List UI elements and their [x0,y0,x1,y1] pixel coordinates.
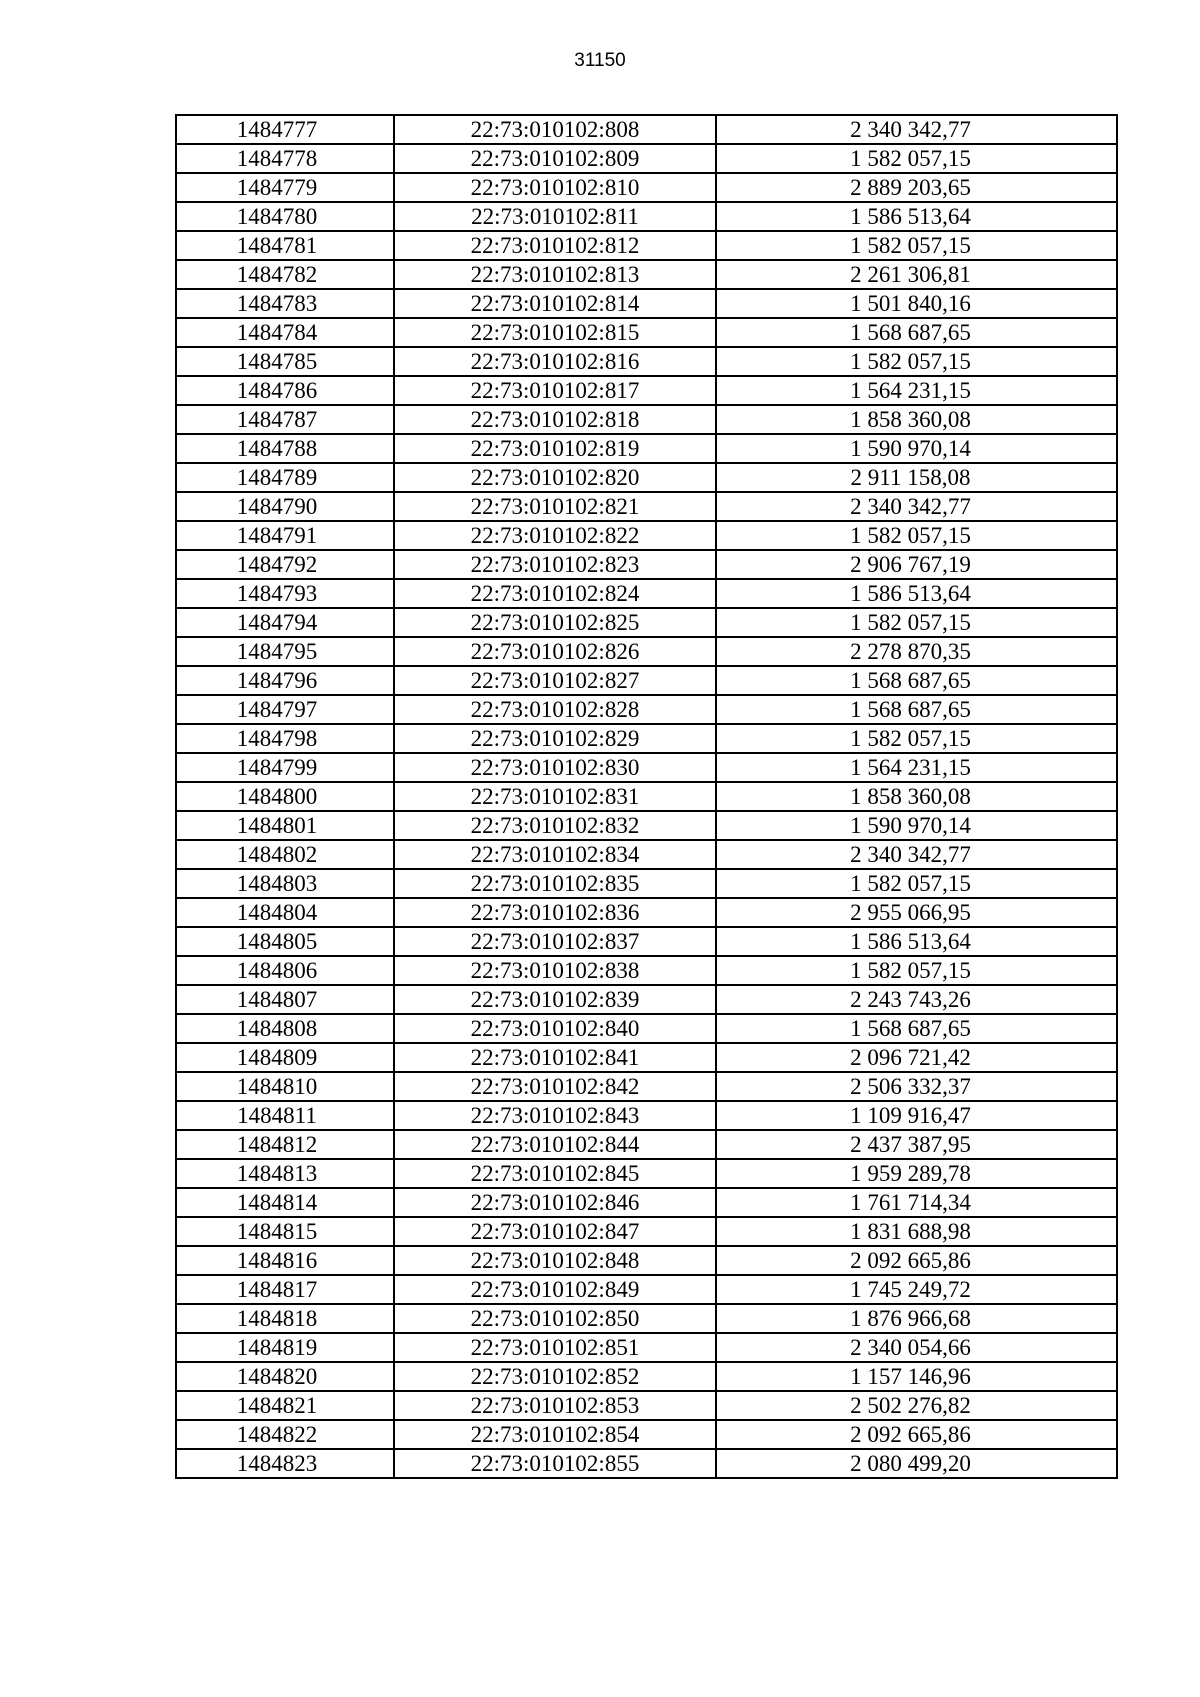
cadastral-number-cell: 22:73:010102:840 [394,1014,716,1043]
cadastral-value-cell: 1 109 916,47 [716,1101,1117,1130]
table-row [176,173,1117,202]
page-number: 31150 [574,50,626,71]
table-row [176,840,1117,869]
cadastral-number-cell: 22:73:010102:845 [394,1159,716,1188]
cadastral-number-cell: 22:73:010102:834 [394,840,716,869]
cadastral-value-cell: 1 582 057,15 [716,608,1117,637]
table-row [176,1391,1117,1420]
table-row [176,1217,1117,1246]
table-row [176,608,1117,637]
table-row [176,231,1117,260]
row-id-cell: 1484806 [176,956,394,985]
table-row [176,1275,1117,1304]
row-id-cell: 1484791 [176,521,394,550]
cadastral-value-cell: 1 586 513,64 [716,202,1117,231]
cadastral-number-cell: 22:73:010102:851 [394,1333,716,1362]
cadastral-value-cell: 2 506 332,37 [716,1072,1117,1101]
cadastral-value-cell: 1 582 057,15 [716,347,1117,376]
row-id-cell: 1484810 [176,1072,394,1101]
row-id-cell: 1484801 [176,811,394,840]
cadastral-value-cell: 1 858 360,08 [716,782,1117,811]
cadastral-number-cell: 22:73:010102:843 [394,1101,716,1130]
row-id-cell: 1484797 [176,695,394,724]
cadastral-number-cell: 22:73:010102:812 [394,231,716,260]
cadastral-value-cell: 1 586 513,64 [716,579,1117,608]
row-id-cell: 1484798 [176,724,394,753]
cadastral-number-cell: 22:73:010102:817 [394,376,716,405]
table-row [176,492,1117,521]
table-row [176,550,1117,579]
cadastral-number-cell: 22:73:010102:820 [394,463,716,492]
row-id-cell: 1484784 [176,318,394,347]
table-row [176,811,1117,840]
cadastral-value-cell: 2 278 870,35 [716,637,1117,666]
cadastral-number-cell: 22:73:010102:808 [394,115,716,144]
table-row [176,521,1117,550]
table-row [176,956,1117,985]
cadastral-value-cell: 1 590 970,14 [716,811,1117,840]
table-row [176,1449,1117,1478]
row-id-cell: 1484808 [176,1014,394,1043]
row-id-cell: 1484819 [176,1333,394,1362]
row-id-cell: 1484817 [176,1275,394,1304]
table-row [176,405,1117,434]
table-row [176,463,1117,492]
cadastral-number-cell: 22:73:010102:816 [394,347,716,376]
cadastral-number-cell: 22:73:010102:814 [394,289,716,318]
row-id-cell: 1484807 [176,985,394,1014]
cadastral-number-cell: 22:73:010102:842 [394,1072,716,1101]
table-row [176,724,1117,753]
table-row [176,1159,1117,1188]
cadastral-number-cell: 22:73:010102:826 [394,637,716,666]
row-id-cell: 1484815 [176,1217,394,1246]
cadastral-value-cell: 2 340 342,77 [716,492,1117,521]
cadastral-number-cell: 22:73:010102:821 [394,492,716,521]
row-id-cell: 1484786 [176,376,394,405]
table-row [176,1420,1117,1449]
table-row [176,1188,1117,1217]
table-row [176,666,1117,695]
cadastral-number-cell: 22:73:010102:847 [394,1217,716,1246]
cadastral-number-cell: 22:73:010102:824 [394,579,716,608]
table-row [176,753,1117,782]
row-id-cell: 1484790 [176,492,394,521]
cadastral-value-cell: 2 911 158,08 [716,463,1117,492]
table-row [176,1014,1117,1043]
cadastral-number-cell: 22:73:010102:850 [394,1304,716,1333]
cadastral-number-cell: 22:73:010102:830 [394,753,716,782]
row-id-cell: 1484802 [176,840,394,869]
cadastral-number-cell: 22:73:010102:829 [394,724,716,753]
table-row [176,695,1117,724]
cadastral-value-cell: 2 092 665,86 [716,1246,1117,1275]
row-id-cell: 1484800 [176,782,394,811]
row-id-cell: 1484777 [176,115,394,144]
table-row [176,318,1117,347]
cadastral-number-cell: 22:73:010102:815 [394,318,716,347]
row-id-cell: 1484778 [176,144,394,173]
cadastral-number-cell: 22:73:010102:838 [394,956,716,985]
cadastral-value-cell: 1 761 714,34 [716,1188,1117,1217]
table-row [176,260,1117,289]
cadastral-value-cell: 2 340 342,77 [716,840,1117,869]
row-id-cell: 1484818 [176,1304,394,1333]
table-row [176,637,1117,666]
cadastral-value-cell: 1 568 687,65 [716,695,1117,724]
table-row [176,289,1117,318]
cadastral-value-cell: 1 959 289,78 [716,1159,1117,1188]
table-row [176,985,1117,1014]
table-row [176,1072,1117,1101]
cadastral-number-cell: 22:73:010102:809 [394,144,716,173]
cadastral-number-cell: 22:73:010102:849 [394,1275,716,1304]
cadastral-number-cell: 22:73:010102:839 [394,985,716,1014]
cadastral-value-cell: 1 568 687,65 [716,318,1117,347]
table-row [176,927,1117,956]
row-id-cell: 1484804 [176,898,394,927]
cadastral-value-cell: 1 582 057,15 [716,144,1117,173]
cadastral-value-cell: 2 889 203,65 [716,173,1117,202]
cadastral-number-cell: 22:73:010102:844 [394,1130,716,1159]
table-row [176,1333,1117,1362]
row-id-cell: 1484820 [176,1362,394,1391]
table-row [176,434,1117,463]
row-id-cell: 1484821 [176,1391,394,1420]
table-row [176,115,1117,144]
row-id-cell: 1484792 [176,550,394,579]
row-id-cell: 1484782 [176,260,394,289]
row-id-cell: 1484803 [176,869,394,898]
cadastral-value-cell: 1 582 057,15 [716,231,1117,260]
cadastral-value-cell: 2 261 306,81 [716,260,1117,289]
cadastral-value-cell: 1 582 057,15 [716,724,1117,753]
row-id-cell: 1484822 [176,1420,394,1449]
table-row [176,376,1117,405]
cadastral-number-cell: 22:73:010102:813 [394,260,716,289]
table-row [176,579,1117,608]
cadastral-number-cell: 22:73:010102:841 [394,1043,716,1072]
table-row [176,347,1117,376]
table-row [176,1304,1117,1333]
table-row [176,202,1117,231]
cadastral-number-cell: 22:73:010102:831 [394,782,716,811]
cadastral-value-cell: 2 340 054,66 [716,1333,1117,1362]
cadastral-value-cell: 1 568 687,65 [716,666,1117,695]
cadastral-value-cell: 1 582 057,15 [716,521,1117,550]
table-row [176,782,1117,811]
cadastral-number-cell: 22:73:010102:855 [394,1449,716,1478]
cadastral-number-cell: 22:73:010102:823 [394,550,716,579]
cadastral-number-cell: 22:73:010102:836 [394,898,716,927]
row-id-cell: 1484780 [176,202,394,231]
cadastral-value-cell: 2 437 387,95 [716,1130,1117,1159]
cadastral-value-cell: 2 092 665,86 [716,1420,1117,1449]
row-id-cell: 1484823 [176,1449,394,1478]
cadastral-value-cell: 1 582 057,15 [716,869,1117,898]
cadastral-value-table [175,114,1118,1479]
cadastral-value-cell: 2 243 743,26 [716,985,1117,1014]
row-id-cell: 1484789 [176,463,394,492]
cadastral-number-cell: 22:73:010102:825 [394,608,716,637]
table-row [176,1362,1117,1391]
row-id-cell: 1484785 [176,347,394,376]
cadastral-number-cell: 22:73:010102:810 [394,173,716,202]
cadastral-number-cell: 22:73:010102:837 [394,927,716,956]
table-row [176,898,1117,927]
row-id-cell: 1484809 [176,1043,394,1072]
row-id-cell: 1484799 [176,753,394,782]
row-id-cell: 1484779 [176,173,394,202]
table-row [176,1101,1117,1130]
cadastral-number-cell: 22:73:010102:832 [394,811,716,840]
row-id-cell: 1484793 [176,579,394,608]
cadastral-number-cell: 22:73:010102:827 [394,666,716,695]
cadastral-number-cell: 22:73:010102:835 [394,869,716,898]
cadastral-number-cell: 22:73:010102:818 [394,405,716,434]
row-id-cell: 1484816 [176,1246,394,1275]
cadastral-number-cell: 22:73:010102:819 [394,434,716,463]
cadastral-value-cell: 2 955 066,95 [716,898,1117,927]
row-id-cell: 1484813 [176,1159,394,1188]
table-row [176,1043,1117,1072]
cadastral-number-cell: 22:73:010102:854 [394,1420,716,1449]
row-id-cell: 1484794 [176,608,394,637]
cadastral-value-cell: 2 502 276,82 [716,1391,1117,1420]
cadastral-value-cell: 1 858 360,08 [716,405,1117,434]
cadastral-number-cell: 22:73:010102:853 [394,1391,716,1420]
cadastral-number-cell: 22:73:010102:828 [394,695,716,724]
cadastral-value-cell: 2 080 499,20 [716,1449,1117,1478]
cadastral-value-cell: 1 568 687,65 [716,1014,1117,1043]
cadastral-number-cell: 22:73:010102:822 [394,521,716,550]
row-id-cell: 1484787 [176,405,394,434]
cadastral-value-cell: 1 586 513,64 [716,927,1117,956]
table-body [176,115,1117,1478]
cadastral-value-cell: 1 564 231,15 [716,753,1117,782]
cadastral-value-cell: 1 501 840,16 [716,289,1117,318]
cadastral-number-cell: 22:73:010102:852 [394,1362,716,1391]
cadastral-number-cell: 22:73:010102:811 [394,202,716,231]
row-id-cell: 1484812 [176,1130,394,1159]
table-row [176,144,1117,173]
cadastral-value-cell: 1 590 970,14 [716,434,1117,463]
cadastral-value-cell: 1 876 966,68 [716,1304,1117,1333]
row-id-cell: 1484811 [176,1101,394,1130]
cadastral-value-cell: 1 582 057,15 [716,956,1117,985]
row-id-cell: 1484814 [176,1188,394,1217]
cadastral-value-cell: 1 831 688,98 [716,1217,1117,1246]
cadastral-value-cell: 2 340 342,77 [716,115,1117,144]
row-id-cell: 1484783 [176,289,394,318]
cadastral-value-cell: 2 906 767,19 [716,550,1117,579]
table-row [176,1246,1117,1275]
cadastral-number-cell: 22:73:010102:846 [394,1188,716,1217]
row-id-cell: 1484781 [176,231,394,260]
cadastral-value-cell: 2 096 721,42 [716,1043,1117,1072]
row-id-cell: 1484788 [176,434,394,463]
cadastral-value-cell: 1 564 231,15 [716,376,1117,405]
cadastral-value-cell: 1 157 146,96 [716,1362,1117,1391]
cadastral-value-cell: 1 745 249,72 [716,1275,1117,1304]
row-id-cell: 1484795 [176,637,394,666]
table-row [176,869,1117,898]
row-id-cell: 1484796 [176,666,394,695]
cadastral-number-cell: 22:73:010102:848 [394,1246,716,1275]
table-row [176,1130,1117,1159]
row-id-cell: 1484805 [176,927,394,956]
